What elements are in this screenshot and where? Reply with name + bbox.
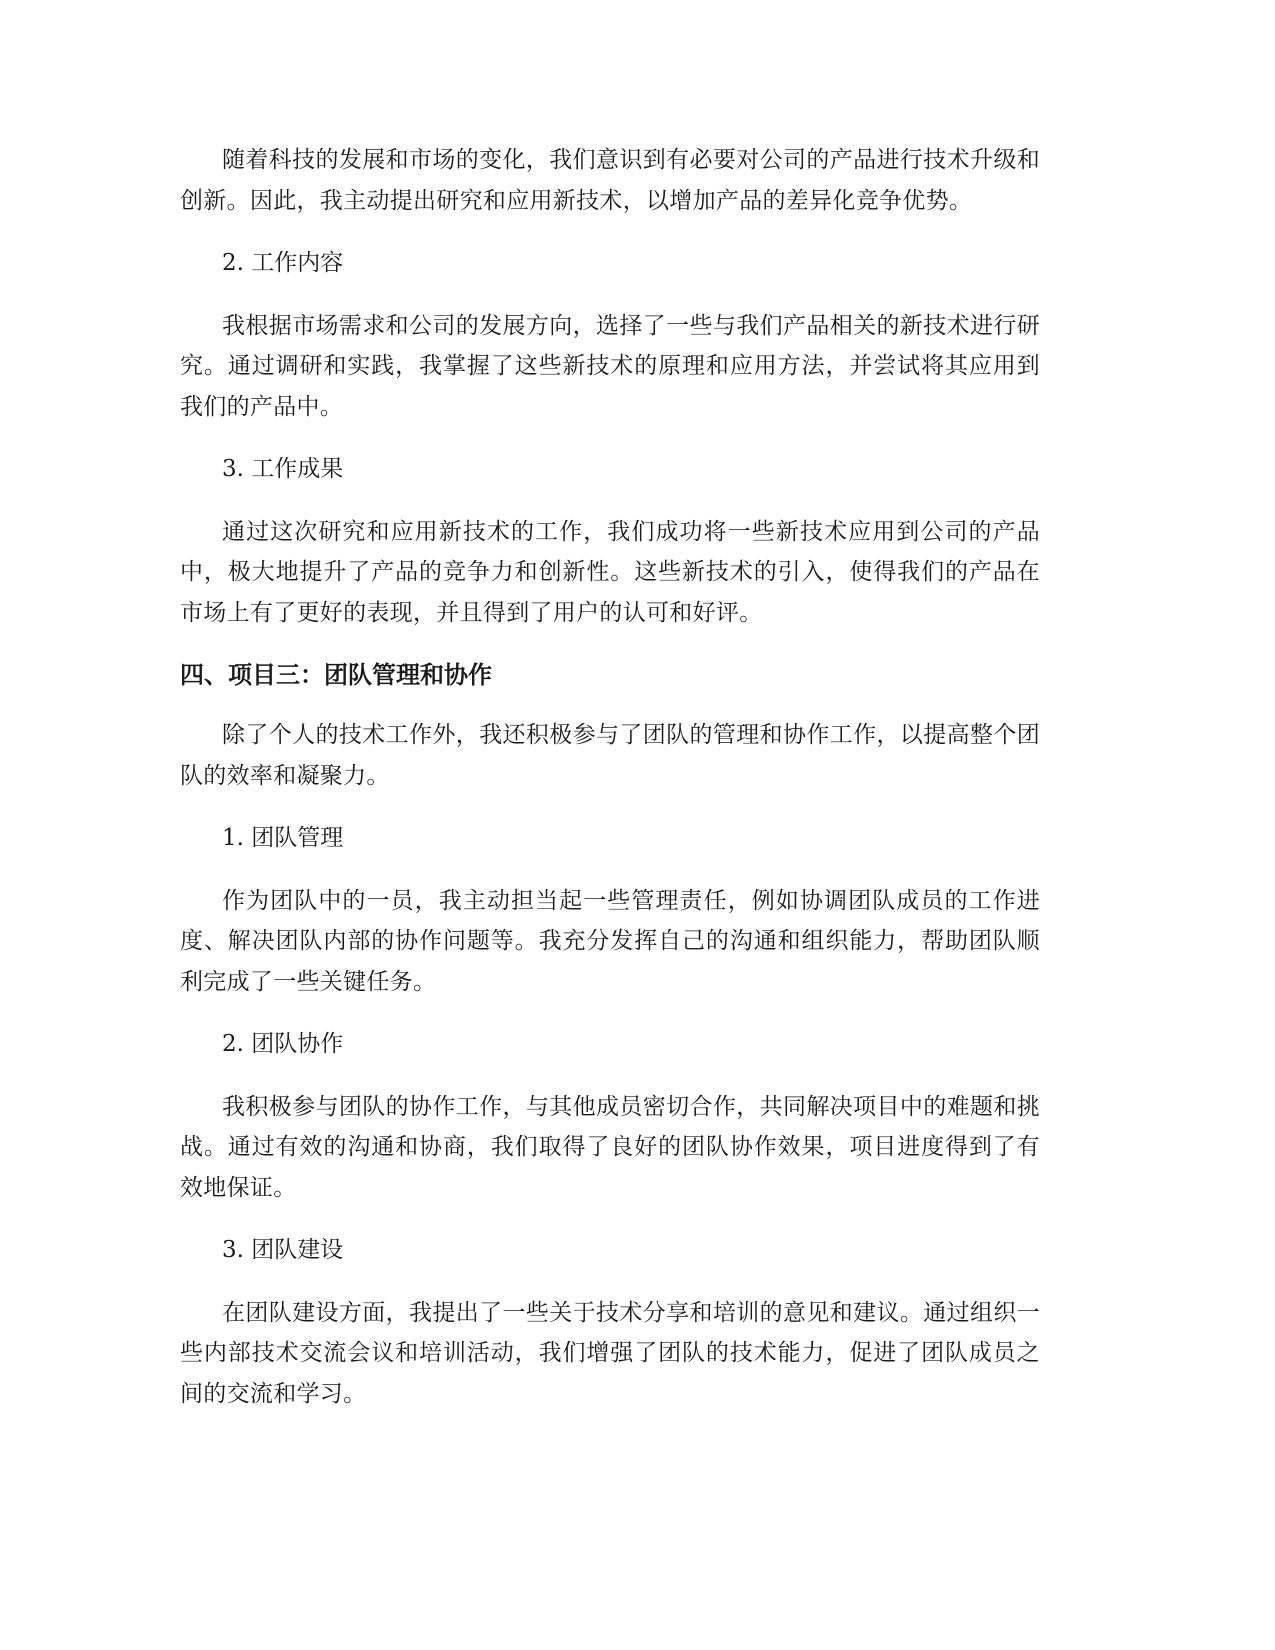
subheading-work-results: 3. 工作成果 <box>222 456 344 482</box>
subheading-work-content: 2. 工作内容 <box>222 250 344 276</box>
paragraph-team-building: 在团队建设方面，我提出了一些关于技术分享和培训的意见和建议。通过组织一些内部技术交流会议和培训活动，我们增强了团队的技术能力，促进了团队成员之间的交流和学习。 <box>180 1299 1040 1407</box>
subheading-team-collaboration: 2. 团队协作 <box>222 1031 344 1057</box>
paragraph-team-management: 作为团队中的一员，我主动担当起一些管理责任，例如协调团队成员的工作进度、解决团队内部的协作问题等。我充分发挥自己的沟通和组织能力，帮助团队顺利完成了一些关键任务。 <box>180 887 1040 995</box>
paragraph-work-results: 通过这次研究和应用新技术的工作，我们成功将一些新技术应用到公司的产品中，极大地提升了产品的竞争力和创新性。这些新技术的引入，使得我们的产品在市场上有了更好的表现，并且得到了用户的认可和好评。 <box>180 518 1040 626</box>
section-heading-project-three: 四、项目三：团队管理和协作 <box>180 661 492 689</box>
subheading-team-building: 3. 团队建设 <box>222 1237 344 1263</box>
paragraph-team-collaboration: 我积极参与团队的协作工作，与其他成员密切合作，共同解决项目中的难题和挑战。通过有效的沟通和协商，我们取得了良好的团队协作效果，项目进度得到了有效地保证。 <box>180 1093 1040 1201</box>
document-page <box>180 140 1040 1436</box>
paragraph-tech-upgrade-intro: 随着科技的发展和市场的变化，我们意识到有必要对公司的产品进行技术升级和创新。因此，我主动提出研究和应用新技术，以增加产品的差异化竞争优势。 <box>180 147 1040 214</box>
subheading-team-management: 1. 团队管理 <box>222 825 344 851</box>
paragraph-work-content: 我根据市场需求和公司的发展方向，选择了一些与我们产品相关的新技术进行研究。通过调研和实践，我掌握了这些新技术的原理和应用方法，并尝试将其应用到我们的产品中。 <box>180 312 1040 420</box>
paragraph-team-intro: 除了个人的技术工作外，我还积极参与了团队的管理和协作工作，以提高整个团队的效率和凝聚力。 <box>180 722 1040 789</box>
